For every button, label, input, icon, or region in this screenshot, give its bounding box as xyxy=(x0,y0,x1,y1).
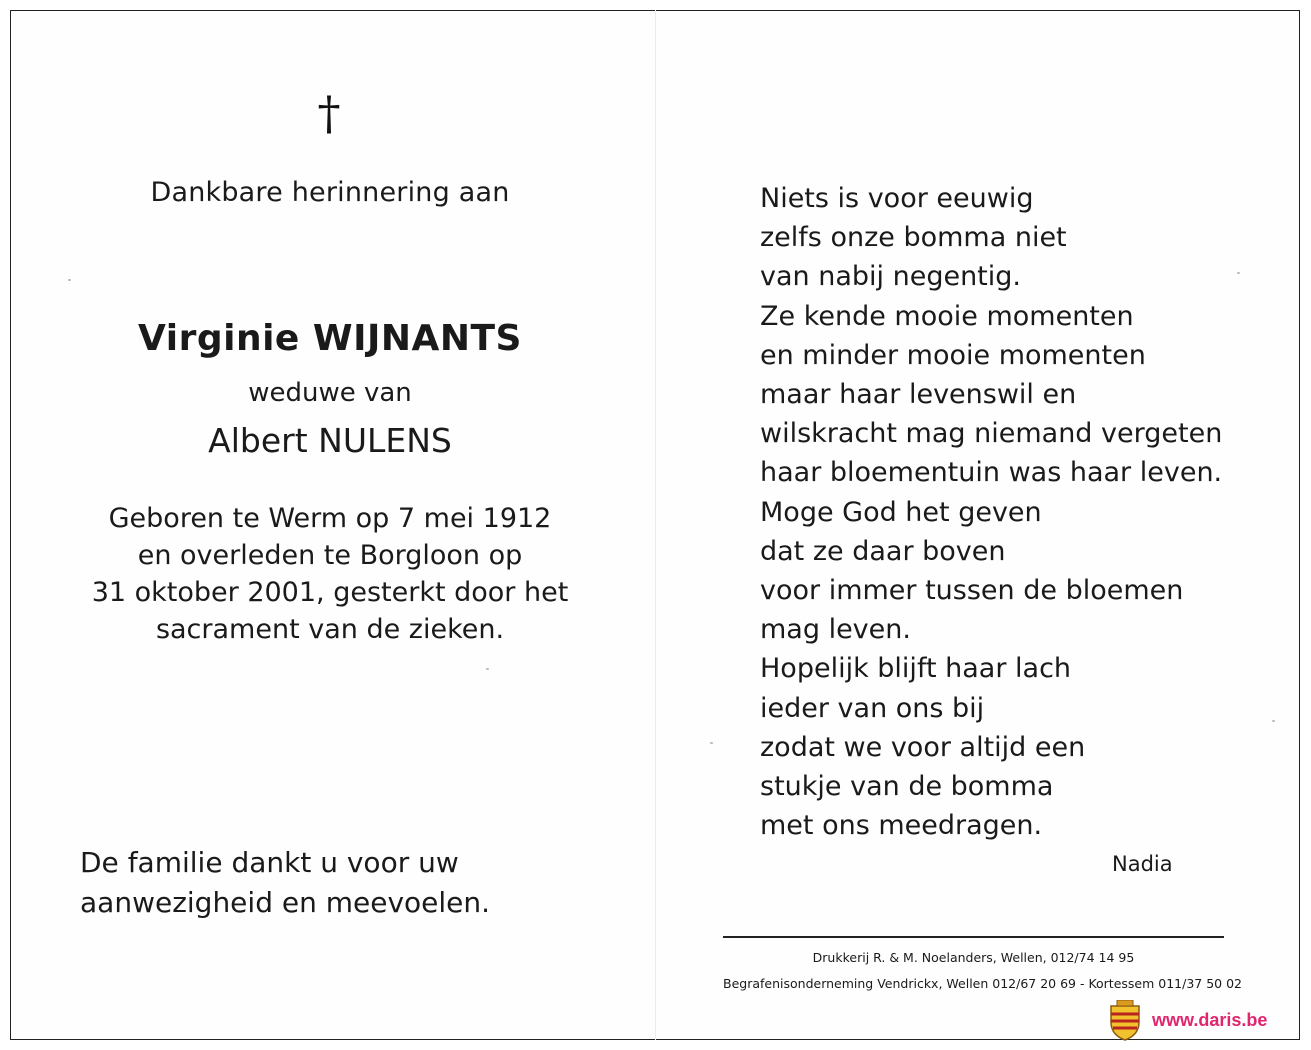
funeral-home-credit: Begrafenisonderneming Vendrickx, Wellen 012/67 20 69 - Kortessem 011/37 50 02 xyxy=(723,976,1242,991)
bio-line: en overleden te Borgloon op xyxy=(137,540,523,571)
poem-line: ieder van ons bij xyxy=(760,692,985,724)
widow-of-text: weduwe van xyxy=(248,378,412,408)
bio-line: Geboren te Werm op 7 mei 1912 xyxy=(108,503,552,534)
cross-icon: † xyxy=(317,86,341,140)
poem-line: voor immer tussen de bloemen xyxy=(760,575,1184,607)
poem-line: zelfs onze bomma niet xyxy=(760,222,1067,254)
poem-line: zodat we voor altijd een xyxy=(760,731,1086,763)
poem-author: Nadia xyxy=(1112,852,1173,876)
poem-line: van nabij negentig. xyxy=(760,261,1021,293)
coat-of-arms-icon xyxy=(1108,1000,1142,1042)
poem-line: Hopelijk blijft haar lach xyxy=(760,653,1072,685)
poem-line: haar bloementuin was haar leven. xyxy=(760,457,1223,489)
paper-speck xyxy=(486,668,489,670)
bio-line: 31 oktober 2001, gesterkt door het xyxy=(91,577,569,608)
poem-line: Ze kende mooie momenten xyxy=(760,300,1134,332)
intro-text: Dankbare herinnering aan xyxy=(150,177,510,208)
bio-line: sacrament van de zieken. xyxy=(155,614,505,645)
printer-credit: Drukkerij R. & M. Noelanders, Wellen, 012/74 14 95 xyxy=(812,950,1135,965)
divider-rule xyxy=(723,936,1224,938)
biography xyxy=(30,500,630,648)
family-thanks xyxy=(80,843,490,923)
poem-line: met ons meedragen. xyxy=(760,810,1043,842)
paper-speck xyxy=(1272,720,1275,722)
poem-line: maar haar levenswil en xyxy=(760,379,1077,411)
poem-line: stukje van de bomma xyxy=(760,771,1054,803)
poem-line: dat ze daar boven xyxy=(760,535,1006,567)
poem xyxy=(760,179,1222,845)
watermark-link[interactable]: www.daris.be xyxy=(1152,1010,1268,1030)
deceased-name: Virginie WIJNANTS xyxy=(138,318,522,359)
site-watermark[interactable] xyxy=(1108,998,1303,1044)
thanks-line: De familie dankt u voor uw xyxy=(80,846,459,879)
poem-line: wilskracht mag niemand vergeten xyxy=(760,418,1223,450)
poem-line: en minder mooie momenten xyxy=(760,339,1146,371)
spouse-name: Albert NULENS xyxy=(208,421,452,460)
paper-speck xyxy=(710,742,713,744)
paper-speck xyxy=(1237,272,1240,274)
poem-line: Moge God het geven xyxy=(760,496,1042,528)
poem-line: Niets is voor eeuwig xyxy=(760,183,1034,214)
thanks-line: aanwezigheid en meevoelen. xyxy=(80,886,491,919)
poem-line: mag leven. xyxy=(760,614,911,646)
card-fold-line xyxy=(655,10,656,1040)
paper-speck xyxy=(68,279,71,281)
